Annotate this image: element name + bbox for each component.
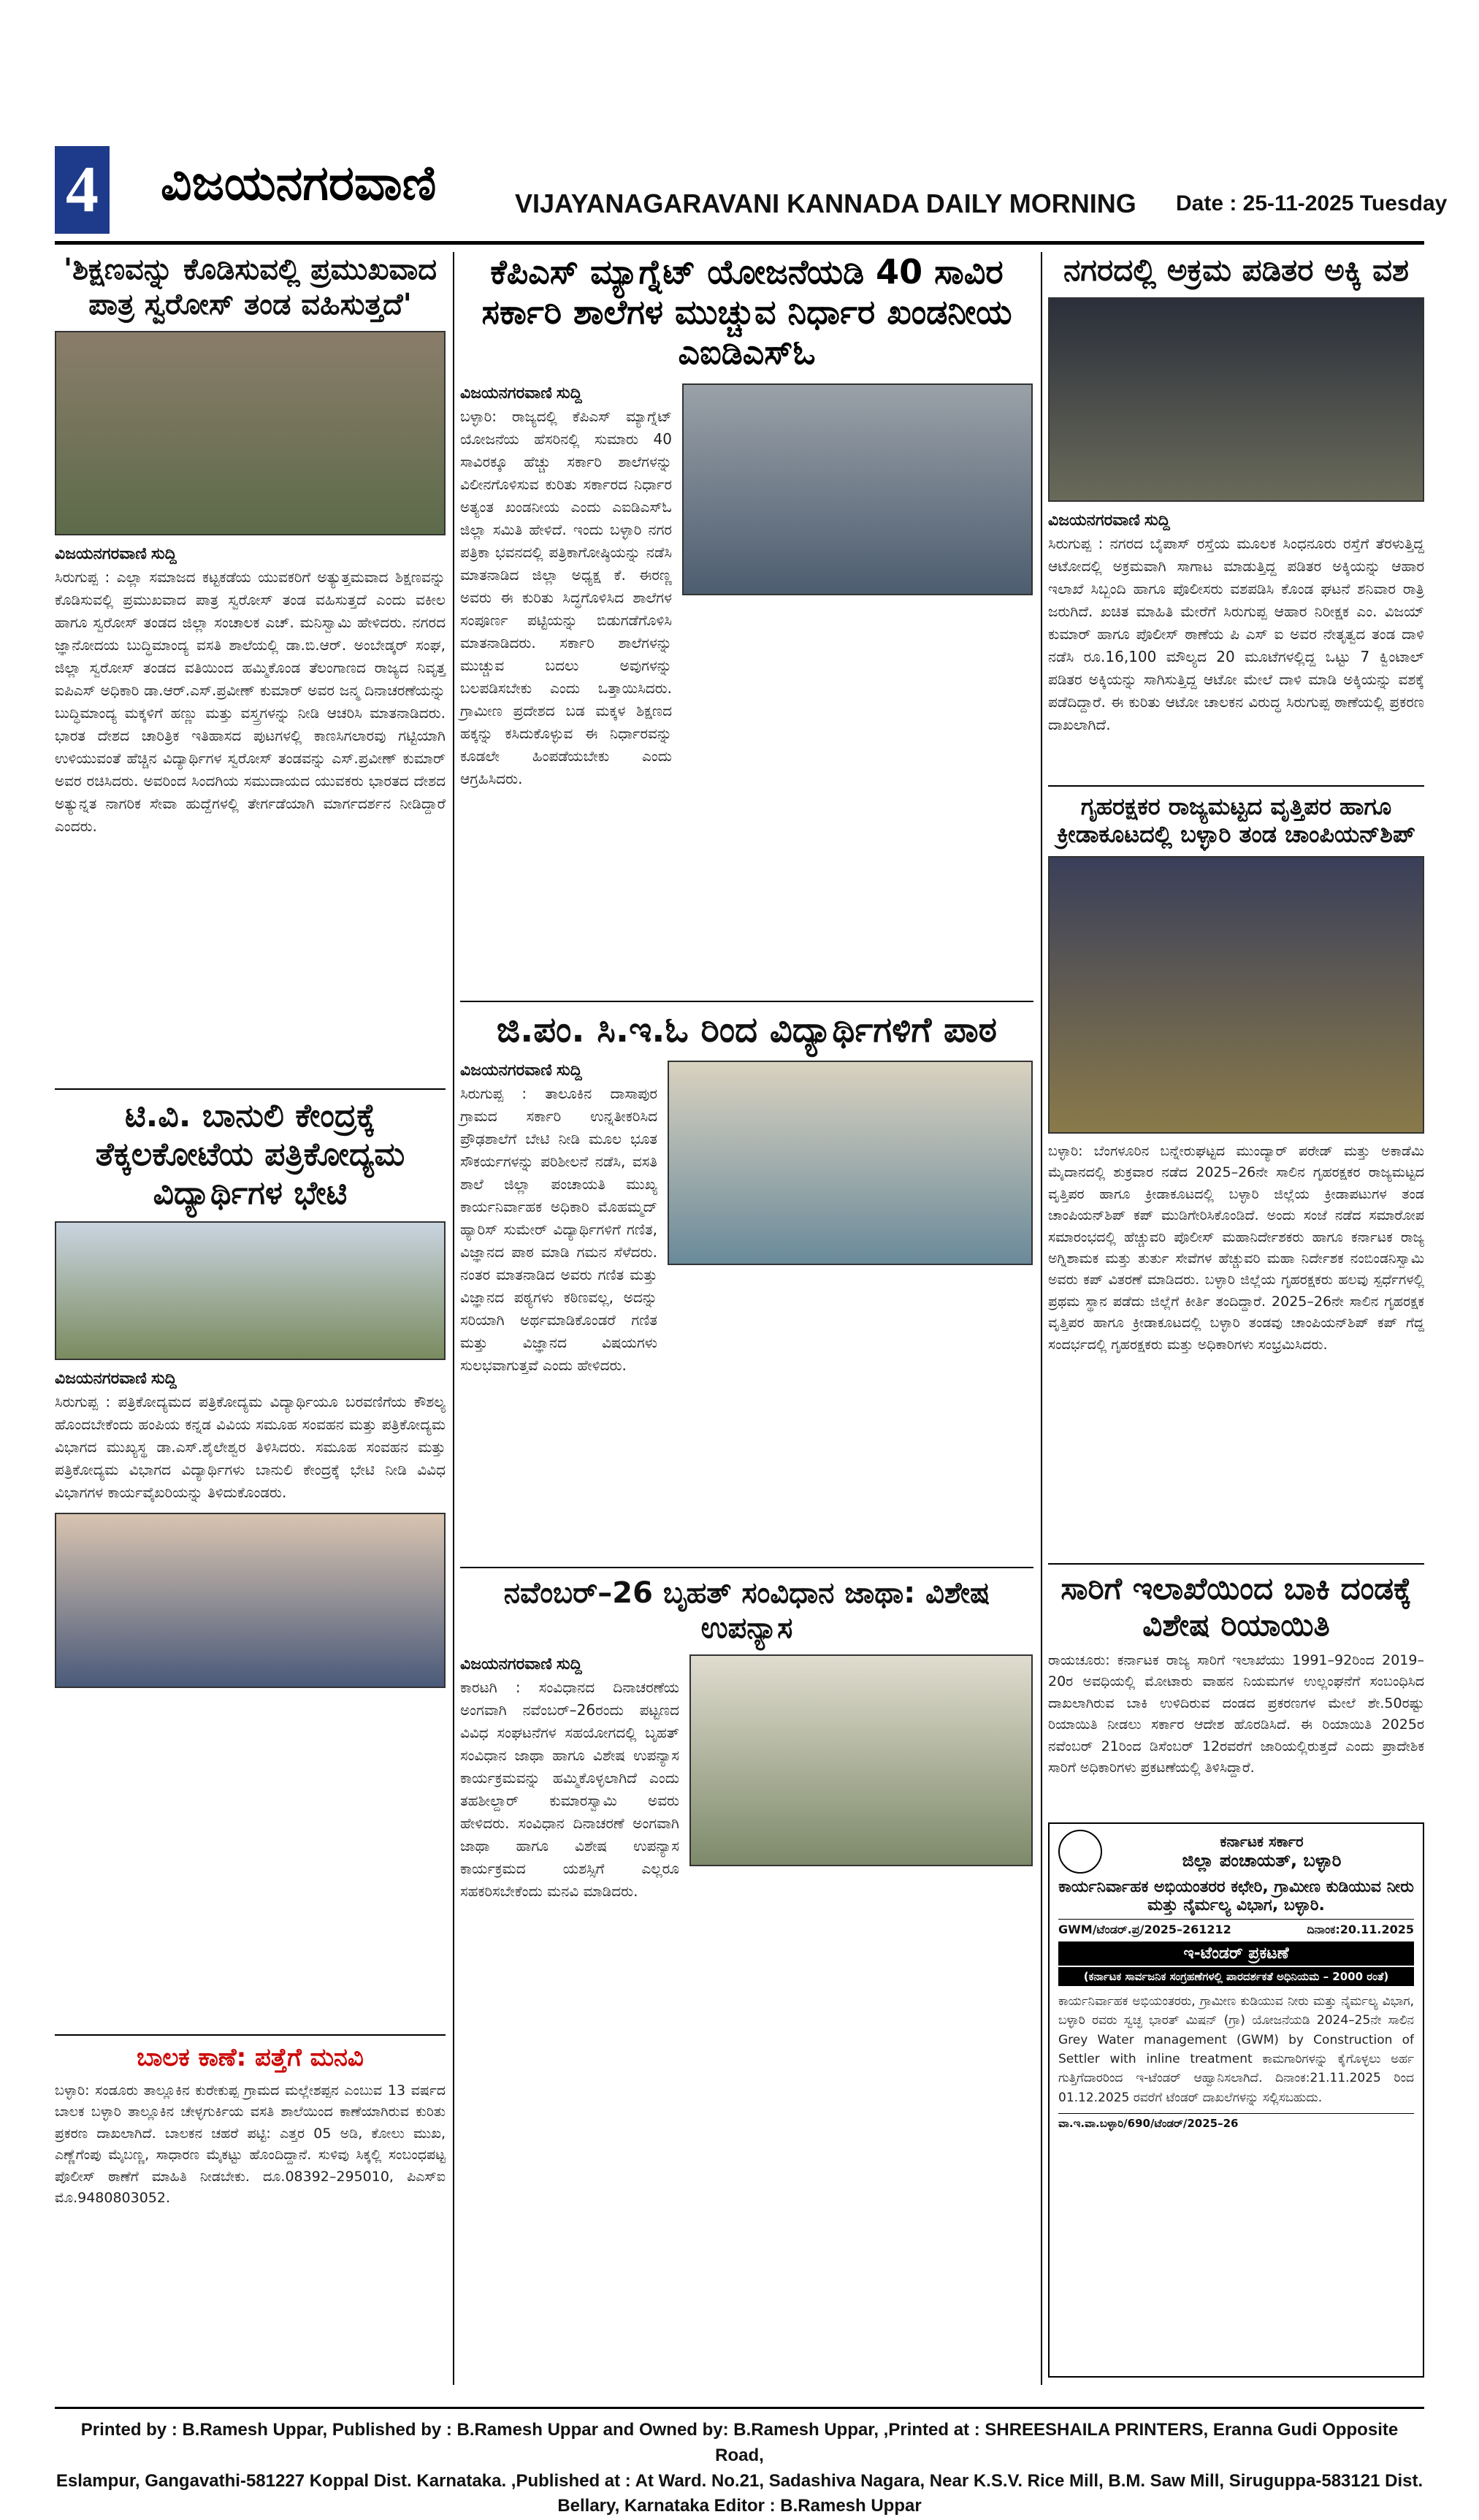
- tender-subtitle: (ಕರ್ನಾಟಕ ಸಾರ್ವಜನಿಕ ಸಂಗ್ರಹಣೆಗಳಲ್ಲಿ ಪಾರದರ್ಶಕತೆ ಅಧಿನಿಯಮ – 2000 ರಂತೆ): [1058, 1967, 1414, 1986]
- article-photo: [55, 331, 446, 535]
- imprint-line: Bellary, Karnataka Editor : B.Ramesh Uppar: [557, 2496, 922, 2516]
- imprint-line: Eslampur, Gangavathi-581227 Koppal Dist. Karnataka. ,Published at : At Ward. No.21, Sadashiva Nagara, Near K.S.V. Rice Mill, B.M. Saw Mill, Siruguppa-583121 Dist.: [56, 2470, 1423, 2491]
- imprint: [55, 2418, 1424, 2519]
- headline: ಕೆಪಿಎಸ್ ಮ್ಯಾಗ್ನೆಟ್ ಯೋಜನೆಯಡಿ 40 ಸಾವಿರ ಸರ್ಕಾರಿ ಶಾಲೆಗಳ ಮುಚ್ಚುವ ನಿರ್ಧಾರ ಖಂಡನೀಯ ಎಐಡಿಎಸ್ಓ: [481, 252, 1012, 373]
- article-transport-rebate: [1048, 1563, 1424, 1826]
- headline: 'ಶಿಕ್ಷಣವನ್ನು ಕೊಡಿಸುವಲ್ಲಿ ಪ್ರಮುಖವಾದ ಪಾತ್ರ ಸ್ವರೋಸ್ ತಂಡ ವಹಿಸುತ್ತದೆ': [63, 253, 437, 321]
- byline: ವಿಜಯನಗರವಾಣಿ ಸುದ್ದಿ: [55, 544, 177, 562]
- article-radio-visit: [55, 1088, 446, 2027]
- imprint-line: Printed by : B.Ramesh Uppar, Published by : B.Ramesh Uppar and Owned by: B.Ramesh Uppar, ,Printed at : SHREESHAILA PRINTERS, Eranna Gudi Opposite Road,: [80, 2420, 1399, 2465]
- byline: ವಿಜಯನಗರವಾಣಿ ಸುದ್ದಿ: [1048, 511, 1170, 530]
- byline: ವಿಜಯನಗರವಾಣಿ ಸುದ್ದಿ: [460, 1654, 582, 1673]
- office-name: ಜಿಲ್ಲಾ ಪಂಚಾಯತ್, ಬಳ್ಳಾರಿ: [1182, 1850, 1342, 1871]
- tender-body: ಕಾರ್ಯನಿರ್ವಾಹಕ ಅಭಿಯಂತರರು, ಗ್ರಾಮೀಣ ಕುಡಿಯುವ ನೀರು ಮತ್ತು ನೈರ್ಮಲ್ಯ ವಿಭಾಗ, ಬಳ್ಳಾರಿ ರವರು ಸ್ವಚ್ಛ ಭಾರತ್ ಮಿಷನ್ (ಗ್ರಾ) ಯೋಜನೆಯಡಿ 2024–25ನೇ ಸಾಲಿನ Grey Water management (GWM) by Construction of Settler with inline treatment ಕಾಮಗಾರಿಗಳನ್ನು ಕೈಗೊಳ್ಳಲು ಅರ್ಹ ಗುತ್ತಿಗೆದಾರರಿಂದ ಇ-ಟೆಂಡರ್ ಆಹ್ವಾನಿಸಲಾಗಿದೆ. ದಿನಾಂಕ:21.11.2025 ರಿಂದ 01.12.2025 ರವರೆಗೆ ಟೆಂಡರ್ ದಾಖಲೆಗಳನ್ನು ಸಲ್ಲಿಸಬಹುದು.: [1058, 1994, 1414, 2105]
- article-photo: [1048, 856, 1424, 1134]
- article-body: ಬಳ್ಳಾರಿ: ಸಂಡೂರು ತಾಲ್ಲೂಕಿನ ಕುರೇಕುಪ್ಪ ಗ್ರಾಮದ ಮಲ್ಲೇಶಪ್ಪನ ಎಂಬುವ 13 ವರ್ಷದ ಬಾಲಕ ಬಳ್ಳಾರಿ ತಾಲ್ಲೂಕಿನ ಚೇಳ್ಳಗುರ್ಕಿಯ ವಸತಿ ಶಾಲೆಯಿಂದ ಕಾಣೆಯಾಗಿರುವ ಕುರಿತು ಪ್ರಕರಣ ದಾಖಲಾಗಿದೆ. ಬಾಲಕನ ಚಹರೆ ಪಟ್ಟಿ: ಎತ್ತರ 05 ಅಡಿ, ಕೋಲು ಮುಖ, ಎಣ್ಣೆಗೆಂಪು ಮೈಬಣ್ಣ, ಸಾಧಾರಣ ಮೈಕಟ್ಟು ಹೊಂದಿದ್ದಾನೆ. ಸುಳಿವು ಸಿಕ್ಕಲ್ಲಿ ಸಂಬಂಧಪಟ್ಟ ಪೊಲೀಸ್ ಠಾಣೆಗೆ ಮಾಹಿತಿ ನೀಡಬೇಕು. ದೂ.08392–295010, ಪಿಎಸ್‌ಐ ಮೊ.9480803052.: [55, 2082, 446, 2206]
- footer-rule: [55, 2407, 1424, 2409]
- article-photo: [682, 383, 1033, 595]
- article-ceo-lesson: [460, 1001, 1033, 1556]
- headline: ಜಿ.ಪಂ. ಸಿ.ಇ.ಓ ರಿಂದ ವಿದ್ಯಾರ್ಥಿಗಳಿಗೆ ಪಾಠ: [496, 1009, 998, 1050]
- headline: ಬಾಲಕ ಕಾಣೆ: ಪತ್ತೆಗೆ ಮನವಿ: [137, 2043, 364, 2072]
- tender-notice: [1048, 1822, 1424, 2378]
- article-constitution-jatha: [460, 1567, 1033, 2378]
- byline: ವಿಜಯನಗರವಾಣಿ ಸುದ್ದಿ: [460, 1060, 582, 1079]
- gov-name: ಕರ್ನಾಟಕ ಸರ್ಕಾರ: [1220, 1833, 1304, 1850]
- article-body: ಸಿರುಗುಪ್ಪ : ಎಲ್ಲಾ ಸಮಾಜದ ಕಟ್ಟಕಡೆಯ ಯುವಕರಿಗೆ ಅತ್ಯುತ್ತಮವಾದ ಶಿಕ್ಷಣವನ್ನು ಕೊಡಿಸುವಲ್ಲಿ ಪ್ರಮುಖವಾದ ಪಾತ್ರ ಸ್ವರೋಸ್ ತಂಡ ವಹಿಸುತ್ತದೆ ಎಂದು ವಕೀಲ ಹಾಗೂ ಸ್ವರೋಸ್ ತಂಡದ ಜಿಲ್ಲಾ ಸಂಚಾಲಕ ಎಚ್. ಮನಿಸ್ವಾಮಿ ಹೇಳಿದರು. ನಗರದ ಜ್ಞಾನೋದಯ ಬುದ್ಧಿಮಾಂದ್ಯ ವಸತಿ ಶಾಲೆಯಲ್ಲಿ ಡಾ.ಬಿ.ಆರ್. ಅಂಬೇಡ್ಕರ್ ಸಂಘ, ಜಿಲ್ಲಾ ಸ್ವರೋಸ್ ತಂಡದ ವತಿಯಿಂದ ಹಮ್ಮಿಕೊಂಡ ತೆಲಂಗಾಣದ ರಾಜ್ಯದ ನಿವೃತ್ತ ಐಪಿಎಸ್ ಅಧಿಕಾರಿ ಡಾ.ಆರ್.ಎಸ್.ಪ್ರವೀಣ್ ಕುಮಾರ್ ಅವರ ಜನ್ಮ ದಿನಾಚರಣೆಯನ್ನು ಬುದ್ಧಿಮಾಂದ್ಯ ಮಕ್ಕಳಿಗೆ ಹಣ್ಣು ಮತ್ತು ವಸ್ತ್ರಗಳನ್ನು ನೀಡಿ ಆಚರಿಸಿ ಮಾತನಾಡಿದರು. ಭಾರತ ದೇಶದ ಚಾರಿತ್ರಿಕ ಇತಿಹಾಸದ ಪುಟಗಳಲ್ಲಿ ಕಾಣಸಿಗಲಾರವು ಗಟ್ಟಿಯಾಗಿ ಉಳಿಯುವಂತೆ ಹೆಚ್ಚಿನ ವಿದ್ಯಾರ್ಥಿಗಳ ಸ್ವರೋಸ್ ತಂಡವನ್ನು ಎಸ್.ಪ್ರವೀಣ್ ಕುಮಾರ್ ಅವರ ರಚಿಸಿದರು. ಅವರಿಂದ ಸಿಂದಗಿಯ ಸಮುದಾಯದ ಯುವಕರು ಭಾರತದ ದೇಶದ ಅತ್ಯುನ್ನತ ನಾಗರಿಕ ಸೇವಾ ಹುದ್ದೆಗಳಲ್ಲಿ ತೇರ್ಗಡೆಯಾಗಿ ಮಾರ್ಗದರ್ಶನ ನೀಡಿದ್ದಾರೆ ಎಂದರು.: [55, 568, 446, 835]
- column-divider: [1041, 252, 1042, 2385]
- article-photo: [689, 1654, 1033, 1866]
- headline: ಗೃಹರಕ್ಷಕರ ರಾಜ್ಯಮಟ್ಟದ ವೃತ್ತಿಪರ ಹಾಗೂ ಕ್ರೀಡಾಕೂಟದಲ್ಲಿ ಬಳ್ಳಾರಿ ತಂಡ ಚಾಂಪಿಯನ್‌ಶಿಪ್: [1057, 793, 1415, 849]
- article-body: ಸಿರುಗುಪ್ಪ : ಪತ್ರಿಕೋದ್ಯಮದ ಪತ್ರಿಕೋದ್ಯಮ ವಿದ್ಯಾರ್ಥಿಯೂ ಬರವಣಿಗೆಯ ಕೌಶಲ್ಯ ಹೊಂದಬೇಕೆಂದು ಹಂಪಿಯ ಕನ್ನಡ ವಿವಿಯ ಸಮೂಹ ಸಂವಹನ ಮತ್ತು ಪತ್ರಿಕೋದ್ಯಮ ವಿಭಾಗದ ಮುಖ್ಯಸ್ಥ ಡಾ.ಎಸ್.ಶೈಲೇಶ್ವರ ತಿಳಿಸಿದರು. ಸಮೂಹ ಸಂವಹನ ಮತ್ತು ಪತ್ರಿಕೋದ್ಯಮ ವಿಭಾಗದ ವಿದ್ಯಾರ್ಥಿಗಳು ಬಾನುಲಿ ಕೇಂದ್ರಕ್ಕೆ ಭೇಟಿ ನೀಡಿ ವಿವಿಧ ವಿಭಾಗಗಳ ಕಾರ್ಯವೈಖರಿಯನ್ನು ತಿಳಿದುಕೊಂಡರು.: [55, 1393, 446, 1502]
- article-body: ರಾಯಚೂರು: ಕರ್ನಾಟಕ ರಾಜ್ಯ ಸಾರಿಗೆ ಇಲಾಖೆಯು 1991–92ರಿಂದ 2019–20ರ ಅವಧಿಯಲ್ಲಿ ಮೋಟಾರು ವಾಹನ ನಿಯಮಗಳ ಉಲ್ಲಂಘನೆಗೆ ಸಂಬಂಧಿಸಿದ ದಾಖಲಾಗಿರುವ ಬಾಕಿ ಉಳಿದಿರುವ ದಂಡದ ಪ್ರಕರಣಗಳ ಮೇಲೆ ಶೇ.50ರಷ್ಟು ರಿಯಾಯಿತಿ ನೀಡಲು ಸರ್ಕಾರ ಆದೇಶ ಹೊರಡಿಸಿದೆ. ಈ ರಿಯಾಯಿತಿ 2025ರ ನವೆಂಬರ್ 21ರಿಂದ ಡಿಸೆಂಬರ್ 12ರವರೆಗೆ ಜಾರಿಯಲ್ಲಿರುತ್ತದೆ ಎಂದು ಪ್ರಾದೇಶಿಕ ಸಾರಿಗೆ ಅಧಿಕಾರಿಗಳು ಪ್ರಕಟಣೆಯಲ್ಲಿ ತಿಳಿಸಿದ್ದಾರೆ.: [1048, 1652, 1424, 1776]
- article-photo-2: [55, 1513, 446, 1688]
- byline: ವಿಜಯನಗರವಾಣಿ ಸುದ್ದಿ: [55, 1369, 177, 1388]
- issue-date: Date : 25-11-2025 Tuesday: [1176, 191, 1448, 215]
- tender-footer: ವಾ.ಇ.ವಾ.ಬಳ್ಳಾರಿ/690/ಟೆಂಡರ್/2025–26: [1058, 2113, 1414, 2130]
- tender-date: ದಿನಾಂಕ:20.11.2025: [1307, 1923, 1414, 1936]
- article-body: ಬಳ್ಳಾರಿ: ಬೆಂಗಳೂರಿನ ಬನ್ನೇರುಘಟ್ಟದ ಮುಂದ್ಯಾರ್ ಪರೇಡ್ ಮತ್ತು ಅಕಾಡೆಮಿ ಮೈದಾನದಲ್ಲಿ ಶುಕ್ರವಾರ ನಡೆದ 2025–26ನೇ ಸಾಲಿನ ಗೃಹರಕ್ಷಕರ ರಾಜ್ಯಮಟ್ಟದ ವೃತ್ತಿಪರ ಹಾಗೂ ಕ್ರೀಡಾಕೂಟದಲ್ಲಿ ಬಳ್ಳಾರಿ ಜಿಲ್ಲೆಯ ಕ್ರೀಡಾಪಟುಗಳ ತಂಡ ಚಾಂಪಿಯನ್‌ಶಿಪ್ ಕಪ್ ಮುಡಿಗೇರಿಸಿಕೊಂಡಿದೆ. ಅಂದು ಸಂಜೆ ನಡೆದ ಸಮಾರೋಪ ಸಮಾರಂಭದಲ್ಲಿ ಹೆಚ್ಚುವರಿ ಪೊಲೀಸ್ ಮಹಾನಿರ್ದೇಶಕರು ಹಾಗೂ ಕರ್ನಾಟಕ ರಾಜ್ಯ ಅಗ್ನಿಶಾಮಕ ಮತ್ತು ತುರ್ತು ಸೇವೆಗಳ ಹೆಚ್ಚುವರಿ ಮಹಾ ನಿರ್ದೇಶಕ ನಂಬಿಂಡನಿಸ್ವಾಮಿ ಅವರು ಕಪ್ ವಿತರಣೆ ಮಾಡಿದರು. ಬಳ್ಳಾರಿ ಜಿಲ್ಲೆಯ ಗೃಹರಕ್ಷಕರು ಹಲವು ಸ್ಪರ್ಧೆಗಳಲ್ಲಿ ಪ್ರಥಮ ಸ್ಥಾನ ಪಡೆದು ಜಿಲ್ಲೆಗೆ ಕೀರ್ತಿ ತಂದಿದ್ದಾರೆ. 2025–26ನೇ ಸಾಲಿನ ಗೃಹರಕ್ಷಕ ವೃತ್ತಿಪರ ಹಾಗೂ ಕ್ರೀಡಾಕೂಟದಲ್ಲಿ ಬಳ್ಳಾರಿ ತಂಡವು ಚಾಂಪಿಯನ್‌ಶಿಪ್ ಕಪ್ ಗೆದ್ದ ಸಂದರ್ಭದಲ್ಲಿ ಗೃಹರಕ್ಷಕರು ಮತ್ತು ಅಧಿಕಾರಿಗಳು ಸಂಭ್ರಮಿಸಿದರು.: [1048, 1142, 1424, 1353]
- article-photo: [668, 1061, 1033, 1265]
- emblem-icon: [1058, 1830, 1102, 1874]
- article-education: [55, 252, 446, 1070]
- article-body: ಬಳ್ಳಾರಿ: ರಾಜ್ಯದಲ್ಲಿ ಕೆಪಿಎಸ್ ಮ್ಯಾಗ್ನೆಟ್ ಯೋಜನೆಯ ಹೆಸರಿನಲ್ಲಿ ಸುಮಾರು 40 ಸಾವಿರಕ್ಕೂ ಹೆಚ್ಚು ಸರ್ಕಾರಿ ಶಾಲೆಗಳನ್ನು ವಿಲೀನಗೊಳಿಸುವ ಕುರಿತು ಸರ್ಕಾರದ ನಿರ್ಧಾರ ಅತ್ಯಂತ ಖಂಡನೀಯ ಎಂದು ಎಐಡಿಎಸ್‌ಓ ಜಿಲ್ಲಾ ಸಮಿತಿ ಹೇಳಿದೆ. ಇಂದು ಬಳ್ಳಾರಿ ನಗರ ಪತ್ರಿಕಾ ಭವನದಲ್ಲಿ ಪತ್ರಿಕಾಗೋಷ್ಠಿಯನ್ನು ನಡೆಸಿ ಮಾತನಾಡಿದ ಜಿಲ್ಲಾ ಅಧ್ಯಕ್ಷ ಕೆ. ಈರಣ್ಣ ಅವರು ಈ ಕುರಿತು ಸಿದ್ಧಗೊಳಿಸಿದ ಶಾಲೆಗಳ ಸಂಪೂರ್ಣ ಪಟ್ಟಿಯನ್ನು ಬಿಡುಗಡೆಗೊಳಿಸಿ ಮಾತನಾಡಿದರು. ಸರ್ಕಾರಿ ಶಾಲೆಗಳನ್ನು ಮುಚ್ಚುವ ಬದಲು ಅವುಗಳನ್ನು ಬಲಪಡಿಸಬೇಕು ಎಂದು ಒತ್ತಾಯಿಸಿದರು. ಗ್ರಾಮೀಣ ಪ್ರದೇಶದ ಬಡ ಮಕ್ಕಳ ಶಿಕ್ಷಣದ ಹಕ್ಕನ್ನು ಕಸಿದುಕೊಳ್ಳುವ ಈ ನಿರ್ಧಾರವನ್ನು ಕೂಡಲೇ ಹಿಂಪಡೆಯಬೇಕು ಎಂದು ಆಗ್ರಹಿಸಿದರು.: [460, 407, 672, 787]
- tender-ref: GWM/ಟೆಂಡರ್.ಪ್ರ/2025–261212: [1058, 1923, 1231, 1936]
- tender-title: ಇ-ಟೆಂಡರ್ ಪ್ರಕಟಣೆ: [1058, 1941, 1414, 1966]
- column-divider: [453, 252, 454, 2385]
- article-home-guards: [1048, 785, 1424, 1552]
- headline: ನವೆಂಬರ್–26 ಬೃಹತ್ ಸಂವಿಧಾನ ಜಾಥಾ: ವಿಶೇಷ ಉಪನ್ಯಾಸ: [503, 1576, 990, 1645]
- article-photo: [1048, 297, 1424, 502]
- article-body: ಸಿರುಗುಪ್ಪ : ತಾಲೂಕಿನ ದಾಸಾಪುರ ಗ್ರಾಮದ ಸರ್ಕಾರಿ ಉನ್ನತೀಕರಿಸಿದ ಪ್ರೌಢಶಾಲೆಗೆ ಬೇಟಿ ನೀಡಿ ಮೂಲ ಭೂತ ಸೌಕರ್ಯಗಳನ್ನು ಪರಿಶೀಲನೆ ನಡೆಸಿ, ವಸತಿ ಶಾಲೆ ಜಿಲ್ಲಾ ಪಂಚಾಯತಿ ಮುಖ್ಯ ಕಾರ್ಯನಿರ್ವಾಹಕ ಅಧಿಕಾರಿ ಮೊಹಮ್ಮದ್ ಹ್ಯಾರಿಸ್ ಸುಮೇರ್ ವಿದ್ಯಾರ್ಥಿಗಳಿಗೆ ಗಣಿತ, ವಿಜ್ಞಾನದ ಪಾಠ ಮಾಡಿ ಗಮನ ಸೆಳೆದರು. ನಂತರ ಮಾತನಾಡಿದ ಅವರು ಗಣಿತ ಮತ್ತು ವಿಜ್ಞಾನದ ಪಠ್ಯಗಳು ಕಠಿಣವಲ್ಲ, ಅದನ್ನು ಸರಿಯಾಗಿ ಅರ್ಥಮಾಡಿಕೊಂಡರೆ ಗಣಿತ ಮತ್ತು ವಿಜ್ಞಾನದ ವಿಷಯಗಳು ಸುಲಭವಾಗುತ್ತವೆ ಎಂದು ಹೇಳಿದರು.: [460, 1084, 657, 1374]
- newspaper-title: ವಿಜಯನಗರವಾಣಿ: [161, 155, 437, 211]
- byline: ವಿಜಯನಗರವಾಣಿ ಸುದ್ದಿ: [460, 383, 582, 402]
- article-missing-boy: [55, 2034, 446, 2378]
- article-photo: [55, 1221, 446, 1360]
- headline: ಟಿ.ವಿ. ಬಾನುಲಿ ಕೇಂದ್ರಕ್ಕೆ ತೆಕ್ಕಲಕೋಟೆಯ ಪತ್ರಿಕೋದ್ಯಮ ವಿದ್ಯಾರ್ಥಿಗಳ ಭೇಟಿ: [95, 1097, 405, 1212]
- headline: ಸಾರಿಗೆ ಇಲಾಖೆಯಿಂದ ಬಾಕಿ ದಂಡಕ್ಕೆ ವಿಶೇಷ ರಿಯಾಯಿತಿ: [1060, 1570, 1412, 1643]
- headline: ನಗರದಲ್ಲಿ ಅಕ್ರಮ ಪಡಿತರ ಅಕ್ಕಿ ವಶ: [1063, 252, 1410, 288]
- office-detail: ಕಾರ್ಯನಿರ್ವಾಹಕ ಅಭಿಯಂತರರ ಕಛೇರಿ, ಗ್ರಾಮೀಣ ಕುಡಿಯುವ ನೀರು ಮತ್ತು ನೈರ್ಮಲ್ಯ ವಿಭಾಗ, ಬಳ್ಳಾರಿ.: [1058, 1878, 1414, 1914]
- masthead-rule: [55, 241, 1424, 245]
- newspaper-subtitle: VIJAYANAGARAVANI KANNADA DAILY MORNING: [515, 188, 1136, 218]
- page-number: 4: [55, 146, 110, 234]
- article-rice-seizure: [1048, 252, 1424, 822]
- article-body: ಕಾರಟಗಿ : ಸಂವಿಧಾನದ ದಿನಾಚರಣೆಯ ಅಂಗವಾಗಿ ನವೆಂಬರ್–26ರಂದು ಪಟ್ಟಣದ ವಿವಿಧ ಸಂಘಟನೆಗಳ ಸಹಯೋಗದಲ್ಲಿ ಬೃಹತ್ ಸಂವಿಧಾನ ಜಾಥಾ ಹಾಗೂ ವಿಶೇಷ ಉಪನ್ಯಾಸ ಕಾರ್ಯಕ್ರಮವನ್ನು ಹಮ್ಮಿಕೊಳ್ಳಲಾಗಿದೆ ಎಂದು ತಹಶೀಲ್ದಾರ್ ಕುಮಾರಸ್ವಾಮಿ ಅವರು ಹೇಳಿದರು. ಸಂವಿಧಾನ ದಿನಾಚರಣೆ ಅಂಗವಾಗಿ ಜಾಥಾ ಹಾಗೂ ವಿಶೇಷ ಉಪನ್ಯಾಸ ಕಾರ್ಯಕ್ರಮದ ಯಶಸ್ಸಿಗೆ ಎಲ್ಲರೂ ಸಹಕರಿಸಬೇಕೆಂದು ಮನವಿ ಮಾಡಿದರು.: [460, 1679, 679, 1900]
- article-body: ಸಿರುಗುಪ್ಪ : ನಗರದ ಬೈಪಾಸ್ ರಸ್ತೆಯ ಮೂಲಕ ಸಿಂಧನೂರು ರಸ್ತೆಗೆ ತೆರಳುತ್ತಿದ್ದ ಆಟೋದಲ್ಲಿ ಅಕ್ರಮವಾಗಿ ಸಾಗಾಟ ಮಾಡುತ್ತಿದ್ದ ಪಡಿತರ ಅಕ್ಕಿಯನ್ನು ಆಹಾರ ಇಲಾಖೆ ಸಿಬ್ಬಂದಿ ಹಾಗೂ ಪೊಲೀಸರು ವಶಪಡಿಸಿ ಕೊಂಡ ಘಟನೆ ಶನಿವಾರ ರಾತ್ರಿ ಜರುಗಿದೆ. ಖಚಿತ ಮಾಹಿತಿ ಮೇರೆಗೆ ಸಿರುಗುಪ್ಪ ಆಹಾರ ನಿರೀಕ್ಷಕ ಎಂ. ವಿಜಯ್ ಕುಮಾರ್ ಹಾಗೂ ಪೊಲೀಸ್ ಠಾಣೆಯ ಪಿ ಎಸ್ ಐ ಅವರ ನೇತೃತ್ವದ ತಂಡ ದಾಳಿ ನಡೆಸಿ ರೂ.16,100 ಮೌಲ್ಯದ 20 ಮೂಟೆಗಳಲ್ಲಿದ್ದ ಒಟ್ಟು 7 ಕ್ವಿಂಟಾಲ್ ಪಡಿತರ ಅಕ್ಕಿಯನ್ನು ಸಾಗಿಸುತ್ತಿದ್ದ ಆಟೋ ಮೇಲೆ ದಾಳಿ ಮಾಡಿ ಅಕ್ಕಿಯನ್ನು ವಶಕ್ಕೆ ಪಡೆದಿದ್ದಾರೆ. ಈ ಕುರಿತು ಆಟೋ ಚಾಲಕನ ವಿರುದ್ಧ ಸಿರುಗುಪ್ಪ ಠಾಣೆಯಲ್ಲಿ ಪ್ರಕರಣ ದಾಖಲಾಗಿದೆ.: [1048, 535, 1424, 734]
- article-kps-magnet: [460, 252, 1033, 990]
